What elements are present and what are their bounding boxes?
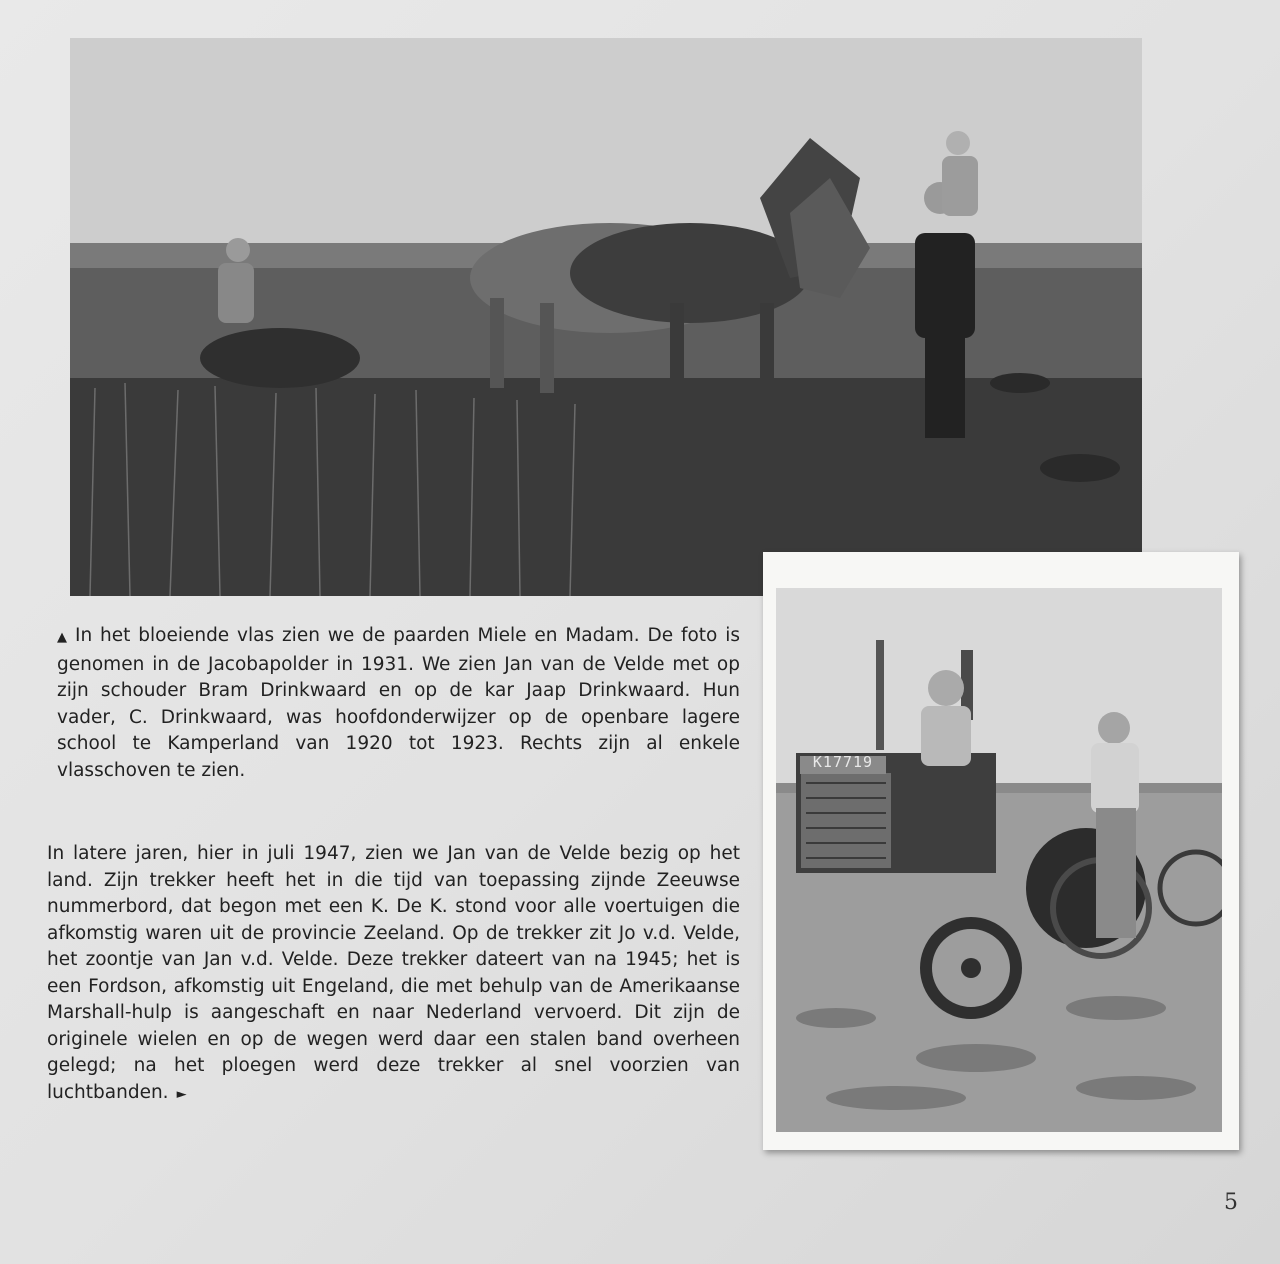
photo-horses-flax-field — [70, 38, 1142, 596]
photo-caption — [57, 623, 740, 784]
triangle-right-icon: ► — [176, 1086, 187, 1102]
caption-text: In het bloeiende vlas zien we de paarden Miele en Madam. De foto is genomen in de Jacobapolder in 1931. We zien Jan van de Velde met op zijn schouder Bram Drinkwaard en op de kar Jaap Drinkwaard. Hun vader, C. Drinkwaard, was hoofdonderwijzer op de openbare lagere school te Kamperland van 1920 tot 1923. Rechts zijn al enkele vlasschoven te zien. — [57, 625, 741, 781]
triangle-up-icon: ▲ — [57, 630, 69, 645]
page-number: 5 — [1224, 1190, 1238, 1215]
photo-frame — [763, 552, 1239, 1150]
photo-tractor — [776, 588, 1222, 1132]
body-paragraph — [47, 841, 740, 1108]
body-text: In latere jaren, hier in juli 1947, zien we Jan van de Velde bezig op het land. Zijn trekker heeft het in die tijd van toepassing zijnde Zeeuwse nummerbord, dat begon met een K. De K. stond voor alle voertuigen die afkomstig waren uit de provincie Zeeland. Op de trekker zit Jo v.d. Velde, het zoontje van Jan v.d. Velde. Deze trekker dateert van na 1945; het is een Fordson, afkomstig uit Engeland, die met behulp van de Amerikaanse Marshall-hulp is aangeschaft en naar Nederland vervoerd. Dit zijn de originele wielen en op de wegen werd daar een stalen band overheen gelegd; na het ploegen werd deze trekker al snel voorzien van luchtbanden. — [47, 843, 740, 1103]
license-plate: K17719 — [812, 753, 874, 771]
